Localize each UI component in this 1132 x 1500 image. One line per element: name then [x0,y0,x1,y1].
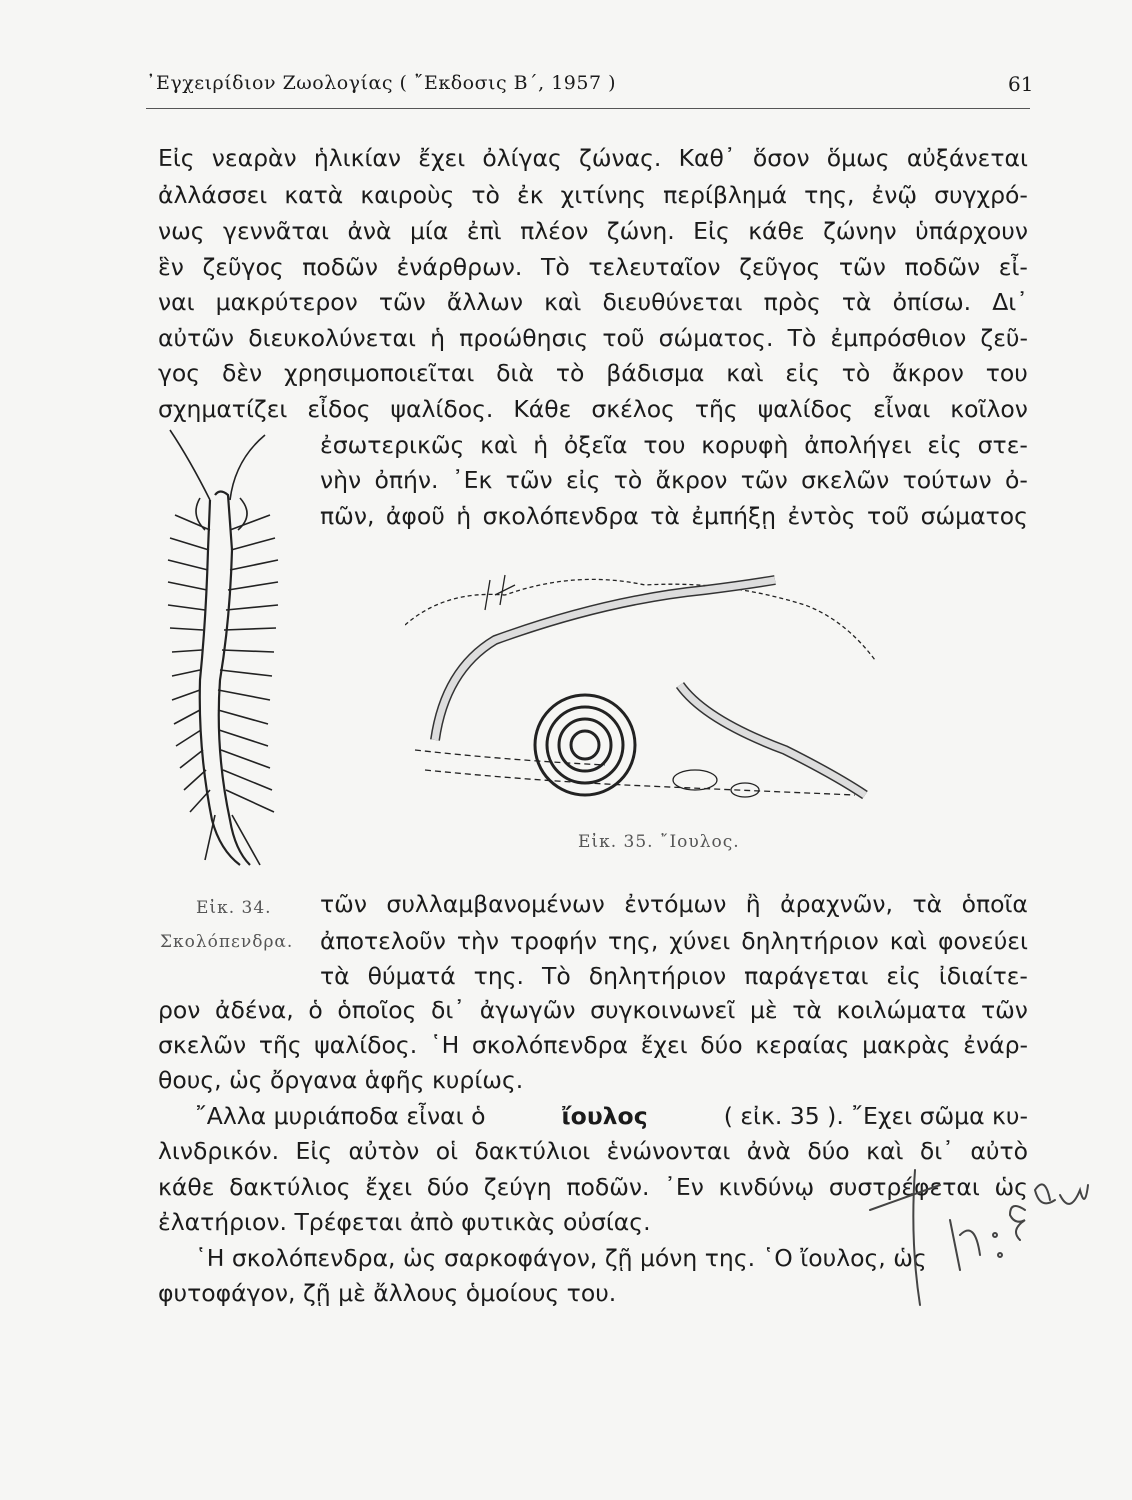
text-line: τῶν συλλαμβανομένων ἐντόμων ἢ ἀραχνῶν, τὰ ὁποῖα [320,890,1028,918]
julus-illustration [405,550,880,820]
text-line: ῾Η σκολόπενδρα, ὡς σαρκοφάγον, ζῇ μόνη της. ῾Ο ἴουλος, ὡς [195,1244,927,1272]
term-julus: ἴουλος [561,1102,648,1130]
text-line: σχηματίζει εἶδος ψαλίδος. Κάθε σκέλος τῆς ψαλίδος εἶναι κοῖλον [158,395,1028,423]
text-line: ναι μακρύτερον τῶν ἄλλων καὶ διευθύνεται πρὸς τὰ ὀπίσω. Δι᾿ [158,288,1028,316]
text-line: ἓν ζεῦγος ποδῶν ἐνάρθρων. Τὸ τελευταῖον ζεῦγος τῶν ποδῶν εἶ- [158,253,1028,281]
figure-34-caption-number: Εἰκ. 34. [196,898,272,918]
text-line: φυτοφάγον, ζῇ μὲ ἄλλους ὁμοίους του. [158,1279,617,1307]
text-line: νως γεννᾶται ἀνὰ μία ἐπὶ πλέον ζώνη. Εἰς κάθε ζώνην ὑπάρχουν [158,217,1028,245]
text-line: αὐτῶν διευκολύνεται ἡ προώθησις τοῦ σώματος. Τὸ ἐμπρόσθιον ζεῦ- [158,324,1028,352]
text-line: ἐλατήριον. Τρέφεται ἀπὸ φυτικὰς οὐσίας. [158,1208,651,1236]
running-header: ᾿Εγχειρίδιον Ζωολογίας ( ῎Εκδοσις Β΄, 1957 ) [146,72,617,94]
text-line: θους, ὡς ὄργανα ἁφῆς κυρίως. [158,1066,524,1094]
text-line: σκελῶν τῆς ψαλίδος. ῾Η σκολόπενδρα ἔχει δύο κεραίας μακρὰς ἐνάρ- [158,1031,1028,1059]
page-number: 61 [1008,72,1034,96]
text-line: νὴν ὀπήν. ᾿Εκ τῶν εἰς τὸ ἄκρον τῶν σκελῶν τούτων ὀ- [320,466,1028,494]
handwritten-note [860,1160,1090,1360]
text-line: λινδρικόν. Εἰς αὐτὸν οἱ δακτύλιοι ἑνώνονται ἀνὰ δύο καὶ δι᾿ αὐτὸ [158,1137,1028,1165]
text-line: ῎Αλλα μυριάποδα εἶναι ὁ ἴουλος ( εἰκ. 35 ). ῎Εχει σῶμα κυ- [195,1102,1028,1130]
header-rule [146,108,1030,109]
figure-34-caption-name: Σκολόπενδρα. [160,932,294,952]
text-line: πῶν, ἀφοῦ ἡ σκολόπενδρα τὰ ἐμπήξῃ ἐντὸς τοῦ σώματος [320,502,1028,530]
text-line: ἐσωτερικῶς καὶ ἡ ὀξεῖα του κορυφὴ ἀπολήγει εἰς στε- [320,431,1028,459]
centipede-illustration [160,420,290,870]
text-line: ρον ἀδένα, ὁ ὁποῖος δι᾿ ἀγωγῶν συγκοινωνεῖ μὲ τὰ κοιλώματα τῶν [158,996,1028,1024]
text-line: ἀλλάσσει κατὰ καιροὺς τὸ ἐκ χιτίνης περίβλημά της, ἐνῷ συγχρό- [158,181,1028,209]
figure-35-caption: Εἰκ. 35. ῎Ιουλος. [578,832,740,852]
text-line: κάθε δακτύλιος ἔχει δύο ζεύγη ποδῶν. ᾿Εν κινδύνῳ συστρέφεται ὡς [158,1173,1028,1201]
text-line: ἀποτελοῦν τὴν τροφήν της, χύνει δηλητήριον καὶ φονεύει [320,927,1028,955]
text-line: Εἰς νεαρὰν ἡλικίαν ἔχει ὀλίγας ζώνας. Καθ᾿ ὅσον ὅμως αὐξάνεται [158,144,1028,172]
text-line: γος δὲν χρησιμοποιεῖται διὰ τὸ βάδισμα καὶ εἰς τὸ ἄκρον του [158,359,1028,387]
text-line: τὰ θύματά της. Τὸ δηλητήριον παράγεται εἰς ἰδιαίτε- [320,962,1028,990]
